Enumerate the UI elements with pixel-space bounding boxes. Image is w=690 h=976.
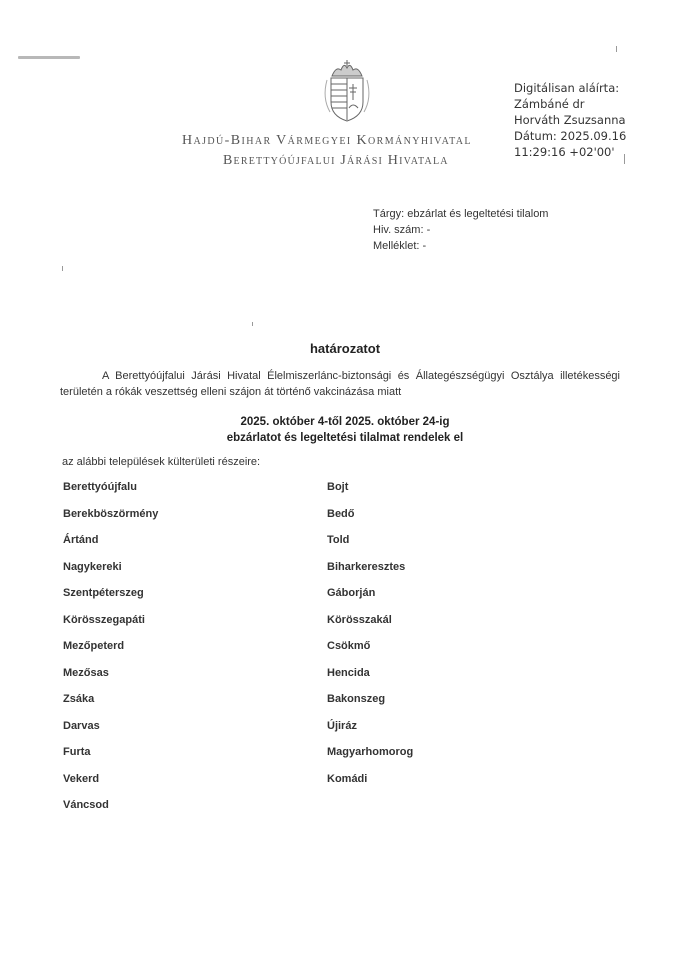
settlement-item: Biharkeresztes <box>327 560 406 573</box>
issuing-office-name: Hajdú-Bihar Vármegyei Kormányhivatal <box>182 133 472 148</box>
coat-of-arms-icon <box>318 58 376 124</box>
signature-time: 11:29:16 +02'00' <box>514 145 615 159</box>
decision-paragraph: A Berettyóújfalui Járási Hivatal Élelmiszerlánc-biztonsági és Állategészségügyi Osztálya illetékességi területén a rókák veszettség elleni szájon át történő vakcinázása miatt <box>60 370 620 398</box>
document-meta <box>373 206 548 254</box>
subject-line: Tárgy: ebzárlat és legeltetési tilalom <box>373 208 549 220</box>
settlement-item: Komádi <box>327 772 368 785</box>
settlement-item: Magyarhomorog <box>327 746 414 758</box>
settlement-item: Bojt <box>327 481 349 493</box>
settlement-item: Szentpéterszeg <box>63 587 144 599</box>
signer-name-line2: Horváth Zsuzsanna <box>514 113 626 127</box>
settlements-intro: az alábbi települések külterületi részeire: <box>62 456 261 468</box>
settlement-item: Vekerd <box>63 772 100 785</box>
settlement-item: Újiráz <box>327 719 357 732</box>
settlements-right-column <box>327 481 413 799</box>
restriction-period <box>0 414 690 446</box>
settlement-item: Mezősas <box>63 666 109 679</box>
settlement-item: Körösszakál <box>327 613 392 626</box>
settlement-item: Zsáka <box>63 693 95 705</box>
attachment-line: Melléklet: - <box>373 240 427 252</box>
digital-signature-block <box>514 80 626 160</box>
settlement-item: Váncsod <box>63 799 109 811</box>
signer-name-line1: Zámbáné dr <box>514 97 585 111</box>
settlement-item: Darvas <box>63 719 100 732</box>
settlement-item: Mezőpeterd <box>63 640 125 652</box>
settlement-item: Ártánd <box>63 534 99 546</box>
settlement-item: Gáborján <box>327 587 376 599</box>
settlement-item: Csökmő <box>327 640 371 652</box>
settlement-item: Furta <box>63 746 91 758</box>
signature-date: Dátum: 2025.09.16 <box>514 129 627 143</box>
reference-number: Hiv. szám: - <box>373 224 431 236</box>
settlement-item: Körösszegapáti <box>63 613 145 626</box>
scan-mark <box>18 56 80 59</box>
settlement-item: Told <box>327 534 350 546</box>
signature-label: Digitálisan aláírta: <box>514 81 620 95</box>
issuing-office-district: Berettyóújfalui Járási Hivatala <box>223 153 449 168</box>
document-title: határozatot <box>309 341 381 356</box>
scan-speck <box>252 322 253 326</box>
settlements-left-column <box>63 481 158 826</box>
settlement-item: Nagykereki <box>63 560 122 573</box>
settlement-item: Bakonszeg <box>327 693 386 705</box>
settlement-item: Berekböszörmény <box>63 507 159 520</box>
period-decision: ebzárlatot és legeltetési tilalmat rendelek el <box>226 432 464 444</box>
settlement-item: Bedő <box>327 507 355 520</box>
scan-speck <box>624 154 625 164</box>
scan-speck <box>616 46 617 52</box>
period-dates: 2025. október 4-től 2025. október 24-ig <box>240 416 450 428</box>
settlement-item: Hencida <box>327 666 370 679</box>
settlement-item: Berettyóújfalu <box>63 481 137 493</box>
scan-speck <box>62 266 63 271</box>
